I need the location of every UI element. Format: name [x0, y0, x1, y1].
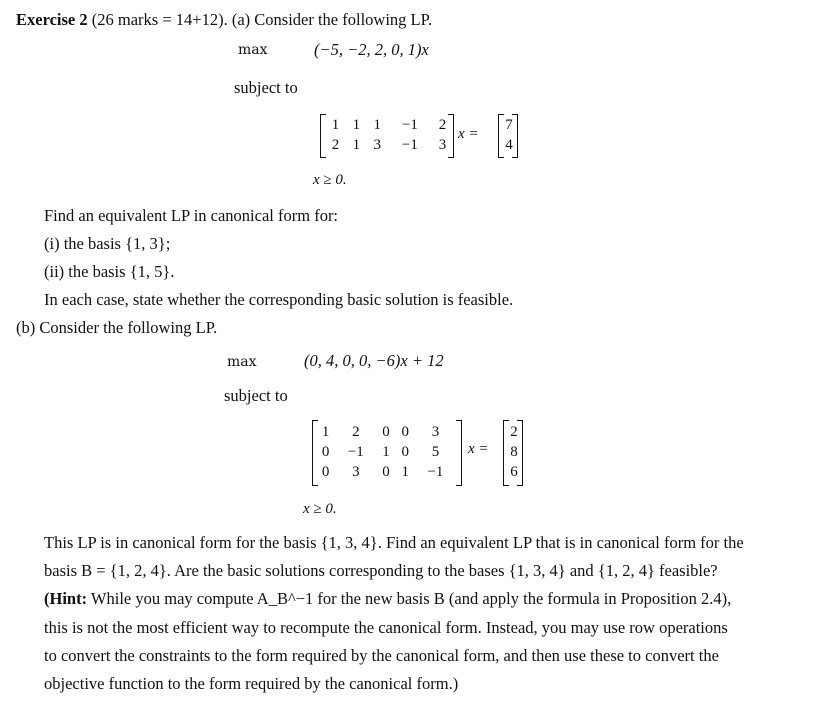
matrix-cell: −1	[401, 136, 418, 153]
part-a-label: (a) Consider the following LP.	[231, 10, 433, 29]
paragraph-b-line-3	[44, 589, 731, 609]
matrix-cell: 3	[352, 463, 360, 480]
matrix-cell: 2	[352, 423, 360, 440]
matrix-cell: 3	[373, 136, 381, 153]
paragraph-b-line-4: this is not the most efficient way to recompute the canonical form. Instead, you may use row operations	[44, 618, 728, 637]
lp-a-rhs-right-bracket	[512, 114, 518, 158]
lp-a-matrix-right-bracket	[448, 114, 454, 158]
paragraph-b-line-2: basis B = {1, 2, 4}. Are the basic solutions corresponding to the bases {1, 3, 4} and {1, 2, 4} feasible?	[44, 561, 718, 580]
lp-b-matrix-row	[316, 442, 456, 462]
rhs-cell: 2	[510, 423, 518, 440]
matrix-cell: 3	[431, 423, 440, 440]
question-a-i: (i) the basis {1, 3};	[44, 234, 171, 253]
lp-b-matrix-row	[316, 462, 456, 482]
matrix-cell: 1	[382, 443, 390, 460]
lp-b-subject-to: subject to	[224, 386, 288, 405]
lp-b-objective: (0, 4, 0, 0, −6)x + 12	[304, 351, 444, 370]
lp-a-x-equals: x =	[458, 126, 479, 142]
exercise-header	[16, 10, 432, 30]
question-a-ii: (ii) the basis {1, 5}.	[44, 262, 175, 281]
hint-text: While you may compute A_B^−1 for the new basis B (and apply the formula in Proposition 2.4),	[90, 589, 732, 608]
lp-a-objective: (−5, −2, 2, 0, 1)x	[314, 40, 429, 59]
hint-label: (Hint:	[44, 589, 88, 608]
paragraph-b-line-1: This LP is in canonical form for the basis {1, 3, 4}. Find an equivalent LP that is in canonical form for the	[44, 533, 744, 552]
matrix-cell: −1	[347, 443, 364, 460]
matrix-cell: 1	[352, 116, 361, 133]
lp-b-rhs-right-bracket	[517, 420, 523, 486]
question-a-intro: Find an equivalent LP in canonical form for:	[44, 206, 339, 225]
lp-b-max-label: max	[227, 354, 257, 370]
exercise-title: Exercise 2	[16, 10, 88, 29]
lp-a-nonnegativity: x ≥ 0.	[313, 172, 347, 188]
matrix-cell: 3	[438, 136, 447, 153]
lp-b-x-equals: x =	[468, 441, 489, 457]
matrix-cell: 0	[382, 463, 390, 480]
rhs-cell: 8	[510, 443, 518, 460]
lp-b-nonnegativity: x ≥ 0.	[303, 501, 337, 517]
matrix-cell: −1	[401, 116, 418, 133]
rhs-cell: 7	[505, 116, 513, 133]
matrix-cell: 5	[431, 443, 440, 460]
matrix-cell: 2	[438, 116, 447, 133]
lp-a-matrix-row	[325, 135, 453, 155]
lp-a-max-label: max	[238, 42, 268, 58]
matrix-cell: 1	[352, 136, 361, 153]
matrix-cell: 2	[331, 136, 340, 153]
lp-a-matrix	[325, 115, 453, 155]
matrix-cell: 0	[321, 463, 330, 480]
question-a-feasible: In each case, state whether the corresponding basic solution is feasible.	[44, 290, 514, 309]
matrix-cell: 0	[401, 423, 410, 440]
part-b-label: (b) Consider the following LP.	[16, 318, 218, 337]
matrix-cell: 0	[382, 423, 390, 440]
matrix-cell: 1	[401, 463, 410, 480]
matrix-cell: −1	[427, 463, 444, 480]
lp-a-matrix-row	[325, 115, 453, 135]
matrix-cell: 0	[321, 443, 330, 460]
exercise-marks: (26 marks = 14+12).	[91, 10, 228, 29]
matrix-cell: 1	[331, 116, 340, 133]
lp-b-matrix-row	[316, 422, 456, 442]
lp-b-matrix	[316, 422, 456, 482]
lp-a-subject-to: subject to	[234, 78, 298, 97]
lp-b-matrix-right-bracket	[456, 420, 462, 486]
rhs-cell: 6	[510, 463, 518, 480]
matrix-cell: 0	[401, 443, 410, 460]
matrix-cell: 1	[321, 423, 330, 440]
matrix-cell: 1	[373, 116, 381, 133]
paragraph-b-line-5: to convert the constraints to the form required by the canonical form, and then use these to convert the	[44, 646, 719, 665]
rhs-cell: 4	[505, 136, 513, 153]
paragraph-b-line-6: objective function to the form required by the canonical form.)	[44, 674, 459, 693]
